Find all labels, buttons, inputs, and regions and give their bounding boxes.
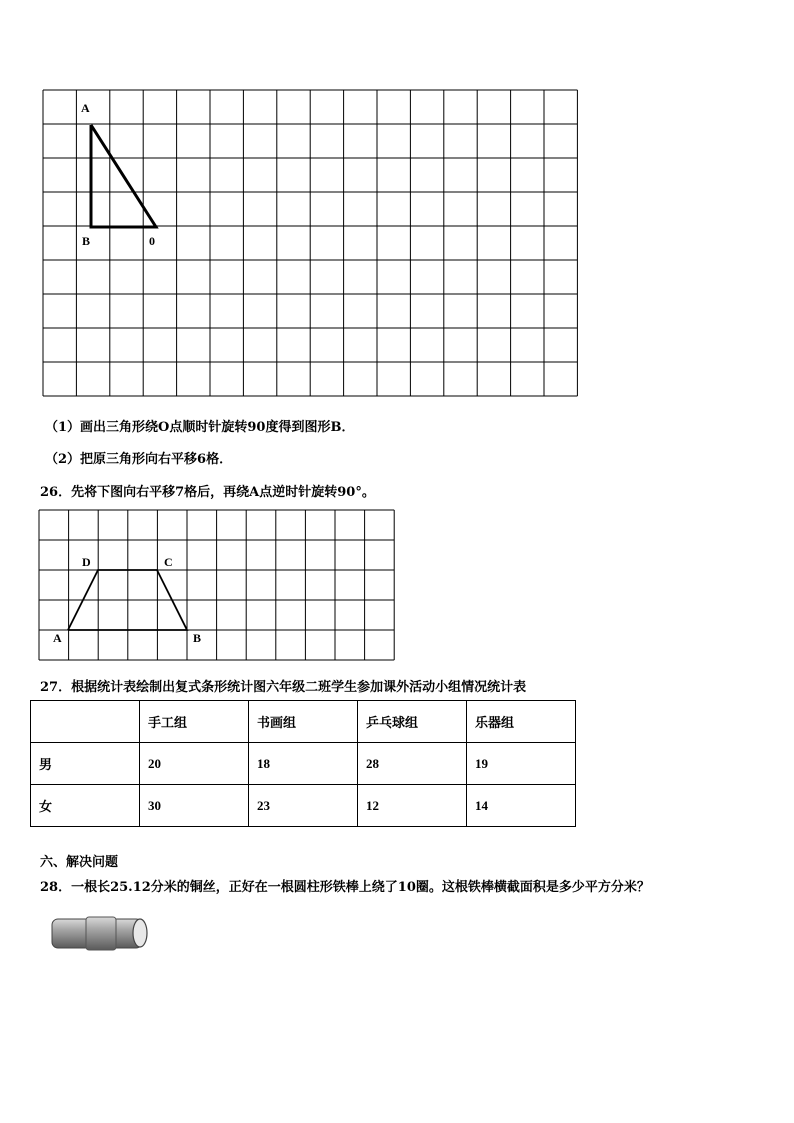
table-cell: 30	[140, 785, 249, 827]
point-label-b: B	[82, 234, 91, 248]
table-cell: 男	[31, 743, 140, 785]
question-28-text: 28．一根长25.12分米的铜丝，正好在一根圆柱形铁棒上绕了10圈。这根铁棒横截面积是多少平方分米？	[40, 880, 650, 895]
table-header-cell: 书画组	[249, 701, 358, 743]
table-row	[31, 785, 576, 827]
table-header-cell: 手工组	[140, 701, 249, 743]
table-cell: 12	[358, 785, 467, 827]
stats-table	[30, 700, 576, 827]
question-25-part2: （2）把原三角形向右平移6格．	[45, 452, 233, 467]
table-cell: 23	[249, 785, 358, 827]
question-25-part1: （1）画出三角形绕O点顺时针旋转90度得到图形B．	[45, 420, 355, 435]
trapezoid-label-d: D	[82, 555, 91, 569]
table-header-cell: 乐器组	[467, 701, 576, 743]
triangle-shape	[91, 125, 156, 227]
table-header-cell: 乒乓球组	[358, 701, 467, 743]
point-label-o: 0	[149, 234, 155, 248]
table-cell: 20	[140, 743, 249, 785]
trapezoid-label-a: A	[53, 631, 62, 645]
table-cell: 女	[31, 785, 140, 827]
table-cell: 19	[467, 743, 576, 785]
table-cell: 18	[249, 743, 358, 785]
trapezoid-label-c: C	[164, 555, 173, 569]
grid-figure-trapezoid	[39, 510, 394, 660]
table-cell: 28	[358, 743, 467, 785]
trapezoid-label-b: B	[193, 631, 202, 645]
section-6-title: 六、解决问题	[40, 855, 119, 870]
question-27-text: 27．根据统计表绘制出复式条形统计图六年级二班学生参加课外活动小组情况统计表	[40, 680, 527, 695]
table-header-row	[31, 701, 576, 743]
iron-rod-image	[52, 917, 147, 950]
question-26-text: 26．先将下图向右平移7格后，再绕A点逆时针旋转90°。	[40, 485, 375, 500]
point-label-a: A	[81, 101, 90, 115]
table-row	[31, 743, 576, 785]
table-header-cell	[31, 701, 140, 743]
table-cell: 14	[467, 785, 576, 827]
